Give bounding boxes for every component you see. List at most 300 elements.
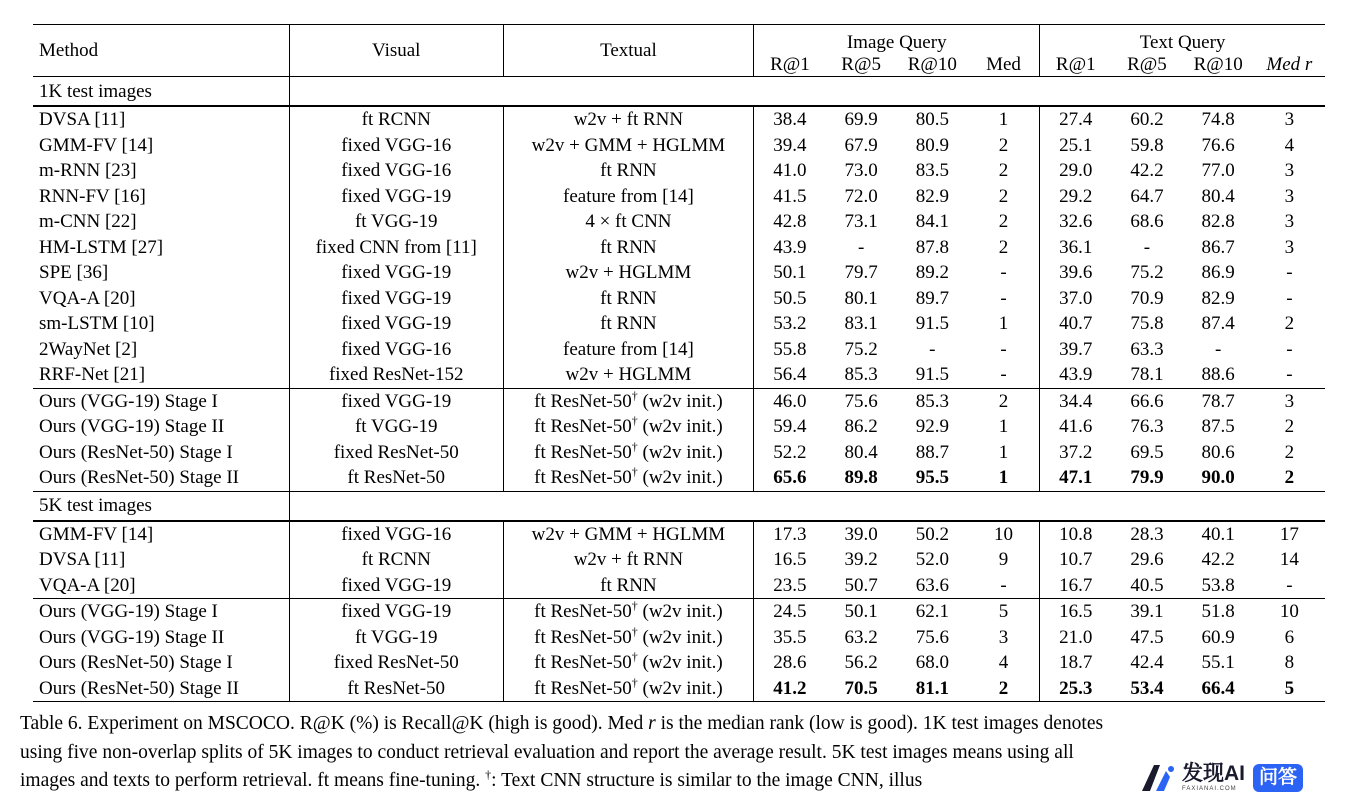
- dagger-mark: †: [631, 675, 638, 690]
- value-cell: 2: [968, 388, 1040, 414]
- value-cell: 50.1: [754, 260, 826, 286]
- value-cell: 40.5: [1130, 574, 1164, 596]
- textual-main: ft ResNet-50: [534, 652, 632, 674]
- value-cell: 32.6: [1040, 209, 1112, 235]
- value-cell: 3: [998, 626, 1009, 648]
- value-cell: 86.2: [844, 416, 878, 438]
- value-cell: 4: [1284, 134, 1295, 156]
- value-cell: 3: [1284, 185, 1295, 207]
- value-cell: 63.2: [844, 626, 878, 648]
- value-cell: 2: [998, 134, 1009, 156]
- value-cell: 42.4: [1130, 652, 1164, 674]
- method-cell: Ours (ResNet-50) Stage II: [33, 676, 289, 702]
- value-cell: 56.4: [754, 362, 826, 388]
- value-cell: 42.2: [1130, 160, 1164, 182]
- value-cell: 40.1: [1183, 521, 1254, 548]
- dagger-mark: †: [485, 767, 492, 782]
- method-cell: m-RNN [23]: [39, 160, 137, 182]
- value-cell: 24.5: [754, 599, 826, 625]
- value-cell: 42.2: [1201, 549, 1235, 571]
- value-cell: 34.4: [1040, 388, 1112, 414]
- value-cell: 68.0: [915, 652, 949, 674]
- value-cell: 43.9: [754, 235, 826, 261]
- value-cell: 89.8: [844, 467, 878, 489]
- table-row: [33, 547, 1325, 573]
- caption-line-2: using five non-overlap splits of 5K images to conduct retrieval evaluation and report the average result. 5K test images means using all: [20, 741, 1074, 763]
- med-r-header: Med r: [1266, 53, 1313, 75]
- textual-cell: ft RNN: [503, 158, 754, 184]
- value-cell: 60.2: [1111, 106, 1182, 133]
- value-cell: 92.9: [915, 416, 949, 438]
- metric-header: [1254, 52, 1325, 77]
- value-cell: 17: [1254, 521, 1325, 548]
- table-row: [33, 650, 1325, 676]
- value-cell: 3: [1254, 106, 1325, 133]
- value-cell: 72.0: [844, 185, 878, 207]
- value-cell: 42.8: [754, 209, 826, 235]
- value-cell: 39.1: [1111, 599, 1182, 625]
- value-cell: 10.7: [1040, 547, 1112, 573]
- dagger-mark: †: [631, 413, 638, 428]
- textual-main: ft ResNet-50: [534, 601, 632, 623]
- method-cell: SPE [36]: [39, 262, 109, 284]
- textual-main: ft ResNet-50: [534, 626, 632, 648]
- textual-cell: ft RNN: [503, 286, 754, 312]
- value-cell: 89.2: [915, 262, 949, 284]
- textual-cell: w2v + GMM + HGLMM: [503, 521, 754, 548]
- method-cell: Ours (VGG-19) Stage II: [39, 626, 225, 648]
- visual-cell: ft RCNN: [289, 547, 503, 573]
- value-cell: 78.7: [1183, 388, 1254, 414]
- value-cell: 1: [968, 106, 1040, 133]
- table-row: [33, 158, 1325, 184]
- value-cell: 36.1: [1040, 235, 1112, 261]
- value-cell: 25.3: [1040, 676, 1112, 702]
- value-cell: 47.5: [1130, 626, 1164, 648]
- visual-cell: ft VGG-19: [289, 625, 503, 651]
- value-cell: 8: [1284, 652, 1295, 674]
- value-cell: 80.9: [915, 134, 949, 156]
- value-cell: 41.0: [754, 158, 826, 184]
- watermark[interactable]: [1132, 758, 1354, 798]
- visual-cell: fixed VGG-19: [289, 260, 503, 286]
- value-cell: 87.8: [915, 236, 949, 258]
- value-cell: 66.6: [1111, 388, 1182, 414]
- value-cell: -: [1000, 262, 1007, 284]
- value-cell: 47.1: [1040, 465, 1112, 491]
- value-cell: 16.5: [754, 547, 826, 573]
- value-cell: 41.5: [754, 184, 826, 210]
- value-cell: 21.0: [1040, 625, 1112, 651]
- value-cell: 66.4: [1183, 676, 1254, 702]
- value-cell: 91.5: [915, 364, 949, 386]
- value-cell: 89.7: [915, 287, 949, 309]
- value-cell: 70.5: [826, 676, 897, 702]
- value-cell: 2: [998, 211, 1009, 233]
- value-cell: 3: [1254, 388, 1325, 414]
- section-filler: [289, 491, 1325, 521]
- value-cell: -: [1286, 338, 1293, 360]
- value-cell: 79.9: [1130, 467, 1164, 489]
- table-row: [33, 184, 1325, 210]
- textual-cell: [503, 650, 754, 676]
- value-cell: 50.5: [754, 286, 826, 312]
- textual-note: (w2v init.): [642, 390, 723, 412]
- value-cell: -: [1000, 287, 1007, 309]
- method-header: Method: [33, 25, 289, 77]
- value-cell: 27.4: [1040, 106, 1112, 133]
- textual-cell: w2v + GMM + HGLMM: [503, 133, 754, 159]
- value-cell: 29.6: [1130, 549, 1164, 571]
- table-row: [33, 362, 1325, 388]
- value-cell: 82.9: [1201, 287, 1235, 309]
- section-title: 1K test images: [33, 77, 289, 107]
- value-cell: 5: [1254, 676, 1325, 702]
- value-cell: -: [1143, 236, 1151, 258]
- method-cell: HM-LSTM [27]: [39, 236, 164, 258]
- value-cell: 1: [998, 416, 1009, 438]
- watermark-logo-icon: [1140, 763, 1176, 793]
- method-cell: sm-LSTM [10]: [39, 313, 155, 335]
- value-cell: -: [1215, 338, 1222, 360]
- value-cell: 14: [1279, 549, 1299, 571]
- value-cell: 63.3: [1130, 338, 1164, 360]
- value-cell: 82.9: [915, 185, 949, 207]
- table-row: [33, 286, 1325, 312]
- textual-cell: ft RNN: [503, 235, 754, 261]
- value-cell: 35.5: [754, 625, 826, 651]
- textual-note: (w2v init.): [642, 652, 723, 674]
- value-cell: 1: [998, 467, 1009, 489]
- dagger-mark: †: [631, 388, 638, 403]
- value-cell: 39.2: [844, 549, 878, 571]
- value-cell: 70.9: [1130, 287, 1164, 309]
- value-cell: 75.6: [915, 626, 949, 648]
- value-cell: 76.6: [1201, 134, 1235, 156]
- value-cell: -: [1000, 574, 1007, 596]
- value-cell: 4: [998, 652, 1009, 674]
- value-cell: 53.4: [1111, 676, 1182, 702]
- results-table-body: [33, 25, 1325, 702]
- value-cell: 81.1: [897, 676, 968, 702]
- value-cell: 10.8: [1040, 521, 1112, 548]
- metric-header: R@5: [1127, 53, 1167, 75]
- textual-cell: ft RNN: [503, 311, 754, 337]
- watermark-text: [1182, 763, 1245, 793]
- value-cell: -: [857, 236, 865, 258]
- visual-cell: fixed VGG-16: [289, 158, 503, 184]
- textual-cell: ft RNN: [503, 573, 754, 599]
- method-cell: RRF-Net [21]: [39, 364, 146, 386]
- value-cell: 75.6: [826, 388, 897, 414]
- value-cell: -: [1286, 364, 1293, 386]
- section-title: 5K test images: [33, 491, 289, 521]
- visual-cell: fixed VGG-19: [289, 573, 503, 599]
- metric-header: R@1: [754, 52, 826, 77]
- visual-cell: fixed CNN from [11]: [289, 235, 503, 261]
- value-cell: 83.5: [915, 160, 949, 182]
- textual-main: ft ResNet-50: [534, 416, 632, 438]
- textual-cell: feature from [14]: [503, 337, 754, 363]
- table-row: [33, 311, 1325, 337]
- method-cell: RNN-FV [16]: [39, 185, 146, 207]
- value-cell: 18.7: [1040, 650, 1112, 676]
- value-cell: 52.2: [754, 440, 826, 466]
- value-cell: 55.8: [754, 337, 826, 363]
- textual-main: ft ResNet-50: [534, 677, 632, 699]
- value-cell: 3: [1284, 160, 1295, 182]
- caption-line-1: Table 6. Experiment on MSCOCO. R@K (%) is Recall@K (high is good). Med r is the median rank (low is good). 1K test images denotes: [20, 713, 1104, 734]
- textual-cell: [503, 440, 754, 466]
- method-cell: GMM-FV [14]: [33, 521, 289, 548]
- value-cell: 68.6: [1130, 211, 1164, 233]
- visual-cell: fixed ResNet-50: [289, 440, 503, 466]
- value-cell: 83.1: [844, 313, 878, 335]
- value-cell: -: [929, 338, 936, 360]
- value-cell: 23.5: [754, 573, 826, 599]
- dagger-mark: †: [631, 624, 638, 639]
- value-cell: 87.5: [1201, 416, 1235, 438]
- textual-note: (w2v init.): [642, 416, 723, 438]
- visual-cell: ft ResNet-50: [289, 465, 503, 491]
- value-cell: 17.3: [754, 521, 826, 548]
- method-cell: Ours (ResNet-50) Stage II: [39, 467, 239, 489]
- method-cell: DVSA [11]: [33, 106, 289, 133]
- value-cell: 53.8: [1201, 574, 1235, 596]
- section-filler: [289, 77, 1325, 107]
- value-cell: 64.7: [1130, 185, 1164, 207]
- value-cell: 46.0: [754, 388, 826, 414]
- value-cell: 41.2: [754, 676, 826, 702]
- textual-cell: [503, 676, 754, 702]
- visual-cell: fixed ResNet-50: [289, 650, 503, 676]
- visual-cell: ft RCNN: [289, 106, 503, 133]
- text-query-header: Text Query: [1040, 25, 1325, 53]
- value-cell: 82.8: [1201, 211, 1235, 233]
- value-cell: 73.0: [844, 160, 878, 182]
- value-cell: 51.8: [1183, 599, 1254, 625]
- value-cell: 3: [1284, 211, 1295, 233]
- textual-note: (w2v init.): [642, 626, 723, 648]
- table-row: [33, 260, 1325, 286]
- value-cell: 28.3: [1111, 521, 1182, 548]
- textual-cell: 4 × ft CNN: [503, 209, 754, 235]
- table-row: [33, 599, 1325, 625]
- method-cell: Ours (VGG-19) Stage II: [39, 416, 225, 438]
- value-cell: 29.2: [1040, 184, 1112, 210]
- value-cell: -: [1286, 287, 1293, 309]
- table-row: [33, 573, 1325, 599]
- value-cell: 37.0: [1040, 286, 1112, 312]
- section-row: [33, 77, 1325, 107]
- value-cell: 63.6: [915, 574, 949, 596]
- watermark-brand: 发现AI: [1182, 762, 1245, 785]
- caption-line-3a: images and texts to perform retrieval. ft means fine-tuning.: [20, 770, 486, 791]
- visual-cell: ft VGG-19: [289, 209, 503, 235]
- watermark-badge[interactable]: 问答: [1253, 764, 1303, 792]
- method-cell: DVSA [11]: [39, 549, 126, 571]
- value-cell: 16.7: [1040, 573, 1112, 599]
- dagger-mark: †: [631, 649, 638, 664]
- method-cell: VQA-A [20]: [39, 287, 136, 309]
- textual-cell: feature from [14]: [503, 184, 754, 210]
- table-row: [33, 388, 1325, 414]
- value-cell: 6: [1284, 626, 1295, 648]
- visual-cell: fixed VGG-19: [289, 184, 503, 210]
- value-cell: 39.6: [1040, 260, 1112, 286]
- value-cell: 78.1: [1130, 364, 1164, 386]
- value-cell: 40.7: [1040, 311, 1112, 337]
- textual-cell: w2v + ft RNN: [503, 106, 754, 133]
- value-cell: 75.2: [844, 338, 878, 360]
- value-cell: 25.1: [1040, 133, 1112, 159]
- value-cell: 59.4: [754, 414, 826, 440]
- value-cell: 62.1: [897, 599, 968, 625]
- metric-header: R@10: [907, 53, 957, 75]
- value-cell: 2: [1284, 467, 1295, 489]
- value-cell: 43.9: [1040, 362, 1112, 388]
- value-cell: 85.3: [844, 364, 878, 386]
- value-cell: 77.0: [1201, 160, 1235, 182]
- value-cell: 75.8: [1130, 313, 1164, 335]
- table-row: [33, 106, 1325, 133]
- value-cell: 39.7: [1040, 337, 1112, 363]
- visual-cell: fixed VGG-16: [289, 133, 503, 159]
- image-query-header: Image Query: [754, 25, 1040, 53]
- value-cell: 85.3: [897, 388, 968, 414]
- watermark-subtext: FAXIANAI.COM: [1182, 786, 1237, 792]
- textual-note: (w2v init.): [642, 467, 723, 489]
- value-cell: 2: [1284, 441, 1295, 463]
- textual-cell: w2v + HGLMM: [503, 260, 754, 286]
- visual-cell: fixed VGG-16: [289, 521, 503, 548]
- textual-note: (w2v init.): [642, 601, 723, 623]
- textual-cell: [503, 414, 754, 440]
- dagger-mark: †: [631, 464, 638, 479]
- table-row: [33, 625, 1325, 651]
- value-cell: 80.6: [1201, 441, 1235, 463]
- visual-cell: fixed VGG-19: [289, 599, 503, 625]
- textual-main: ft ResNet-50: [534, 441, 632, 463]
- textual-main: ft ResNet-50: [534, 467, 632, 489]
- value-cell: 50.7: [844, 574, 878, 596]
- value-cell: 53.2: [754, 311, 826, 337]
- value-cell: 86.9: [1201, 262, 1235, 284]
- value-cell: 60.9: [1201, 626, 1235, 648]
- visual-cell: fixed VGG-19: [289, 311, 503, 337]
- value-cell: 80.1: [844, 287, 878, 309]
- table-row: [33, 676, 1325, 702]
- table-row: [33, 209, 1325, 235]
- value-cell: 1: [998, 313, 1009, 335]
- value-cell: 52.0: [915, 549, 949, 571]
- value-cell: 88.6: [1201, 364, 1235, 386]
- value-cell: 90.0: [1201, 467, 1235, 489]
- value-cell: 29.0: [1040, 158, 1112, 184]
- textual-note: (w2v init.): [642, 441, 723, 463]
- table-row: [33, 133, 1325, 159]
- value-cell: -: [1000, 364, 1007, 386]
- metric-header: Med: [986, 53, 1021, 75]
- value-cell: 3: [1284, 236, 1295, 258]
- value-cell: 37.2: [1040, 440, 1112, 466]
- value-cell: 9: [998, 549, 1009, 571]
- table-row: [33, 337, 1325, 363]
- value-cell: 1: [998, 441, 1009, 463]
- visual-header: Visual: [289, 25, 503, 77]
- visual-cell: ft VGG-19: [289, 414, 503, 440]
- visual-cell: fixed ResNet-152: [289, 362, 503, 388]
- value-cell: 79.7: [844, 262, 878, 284]
- table-row: [33, 440, 1325, 466]
- value-cell: 84.1: [915, 211, 949, 233]
- visual-cell: ft ResNet-50: [289, 676, 503, 702]
- textual-note: (w2v init.): [642, 677, 723, 699]
- value-cell: 41.6: [1040, 414, 1112, 440]
- textual-cell: [503, 388, 754, 414]
- visual-cell: fixed VGG-19: [289, 388, 503, 414]
- value-cell: 39.0: [826, 521, 897, 548]
- value-cell: 2: [998, 185, 1009, 207]
- value-cell: -: [1286, 262, 1293, 284]
- value-cell: 39.4: [754, 133, 826, 159]
- textual-cell: w2v + HGLMM: [503, 362, 754, 388]
- value-cell: 69.5: [1130, 441, 1164, 463]
- value-cell: 2: [1284, 313, 1295, 335]
- value-cell: 67.9: [844, 134, 878, 156]
- table-row: [33, 465, 1325, 491]
- textual-cell: [503, 465, 754, 491]
- value-cell: 2: [998, 160, 1009, 182]
- visual-cell: fixed VGG-19: [289, 286, 503, 312]
- value-cell: 91.5: [915, 313, 949, 335]
- header-row-1: [33, 25, 1325, 53]
- value-cell: 74.8: [1183, 106, 1254, 133]
- method-cell: GMM-FV [14]: [39, 134, 154, 156]
- value-cell: 59.8: [1130, 134, 1164, 156]
- section-row: [33, 491, 1325, 521]
- value-cell: 16.5: [1040, 599, 1112, 625]
- method-cell: Ours (VGG-19) Stage I: [33, 599, 289, 625]
- value-cell: 88.7: [915, 441, 949, 463]
- value-cell: 28.6: [754, 650, 826, 676]
- value-cell: 2: [1284, 416, 1295, 438]
- value-cell: 95.5: [915, 467, 949, 489]
- value-cell: 65.6: [754, 465, 826, 491]
- value-cell: 2: [968, 676, 1040, 702]
- value-cell: 5: [968, 599, 1040, 625]
- results-table: [33, 24, 1325, 702]
- metric-header: R@1: [1040, 52, 1112, 77]
- table-row: [33, 521, 1325, 548]
- textual-header: Textual: [503, 25, 754, 77]
- method-cell: Ours (VGG-19) Stage I: [33, 388, 289, 414]
- value-cell: 56.2: [844, 652, 878, 674]
- textual-main: ft ResNet-50: [534, 390, 632, 412]
- visual-cell: fixed VGG-16: [289, 337, 503, 363]
- value-cell: 86.7: [1201, 236, 1235, 258]
- value-cell: -: [1286, 574, 1293, 596]
- value-cell: 80.5: [897, 106, 968, 133]
- method-cell: Ours (ResNet-50) Stage I: [39, 441, 233, 463]
- textual-cell: [503, 625, 754, 651]
- metric-header: R@10: [1193, 53, 1243, 75]
- caption-line-3b: : Text CNN structure is similar to the image CNN, illus: [491, 770, 923, 791]
- table-row: [33, 235, 1325, 261]
- value-cell: 75.2: [1130, 262, 1164, 284]
- value-cell: 80.4: [1201, 185, 1235, 207]
- textual-cell: w2v + ft RNN: [503, 547, 754, 573]
